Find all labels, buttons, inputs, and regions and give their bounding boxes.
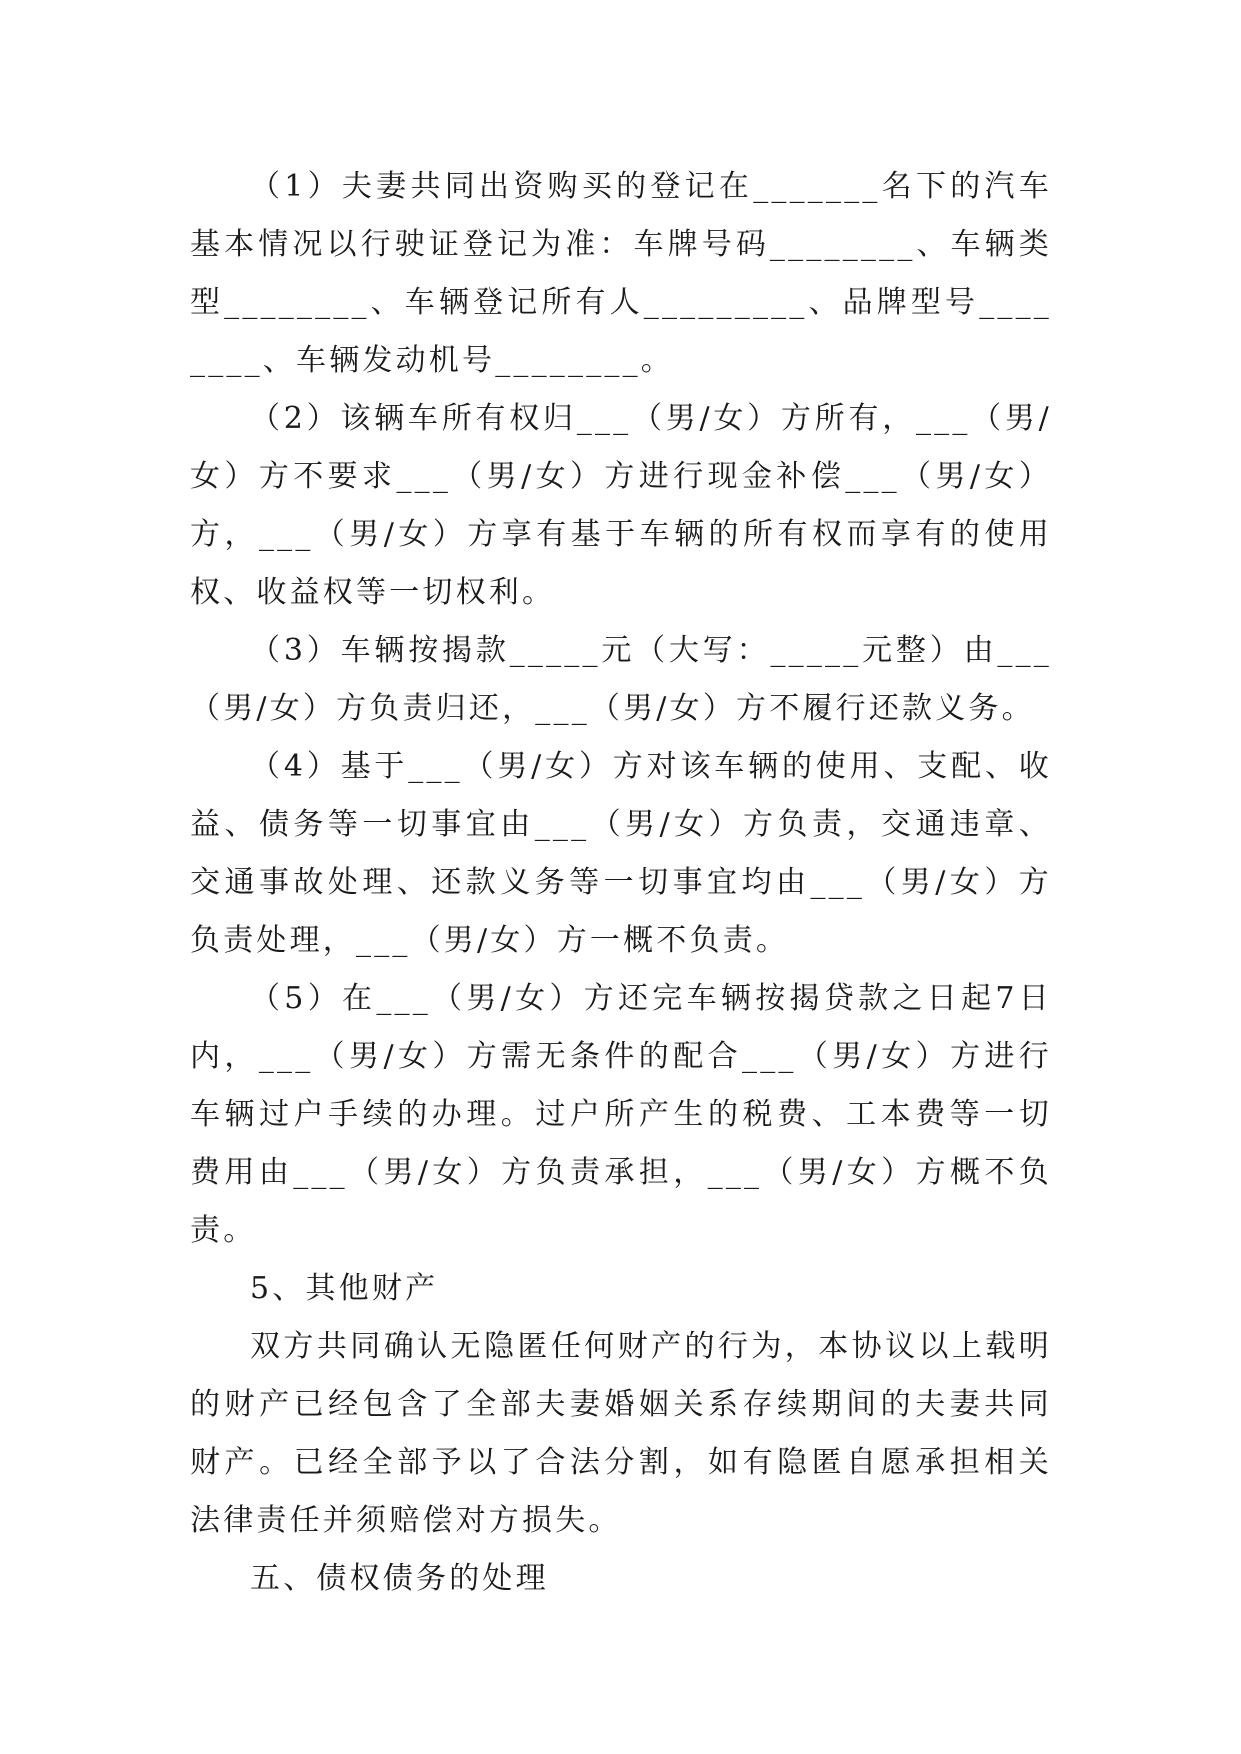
- paragraph-vehicle-ownership: （2）该辆车所有权归___（男/女）方所有，___（男/女）方不要求___（男/女）方进行现金补偿___（男/女）方，___（男/女）方享有基于车辆的所有权而享有的使用权、收益权等一切权利。: [190, 401, 1052, 610]
- section-heading-debts: 五、债权债务的处理: [250, 1561, 549, 1596]
- section-heading-other-property: 5、其他财产: [250, 1271, 439, 1306]
- paragraph-vehicle-responsibility: （4）基于___（男/女）方对该车辆的使用、支配、收益、债务等一切事宜由___（男/女）方负责，交通违章、交通事故处理、还款义务等一切事宜均由___（男/女）方负责处理，___（男/女）方一概不负责。: [190, 749, 1052, 958]
- paragraph-other-property: 双方共同确认无隐匿任何财产的行为，本协议以上载明的财产已经包含了全部夫妻婚姻关系存续期间的夫妻共同财产。已经全部予以了合法分割，如有隐匿自愿承担相关法律责任并须赔偿对方损失。: [190, 1329, 1052, 1538]
- paragraph-vehicle-transfer: （5）在___（男/女）方还完车辆按揭贷款之日起7日内，___（男/女）方需无条件的配合___（男/女）方进行车辆过户手续的办理。过户所产生的税费、工本费等一切费用由___（男/女）方负责承担，___（男/女）方概不负责。: [190, 981, 1052, 1248]
- paragraph-vehicle-info: （1）夫妻共同出资购买的登记在_______名下的汽车基本情况以行驶证登记为准：车牌号码________、车辆类型________、车辆登记所有人_________、品牌型号________、车辆发动机号________。: [190, 169, 1052, 378]
- paragraph-vehicle-mortgage: （3）车辆按揭款_____元（大写：_____元整）由___（男/女）方负责归还，___（男/女）方不履行还款义务。: [190, 633, 1052, 726]
- document-body: [190, 158, 1052, 1608]
